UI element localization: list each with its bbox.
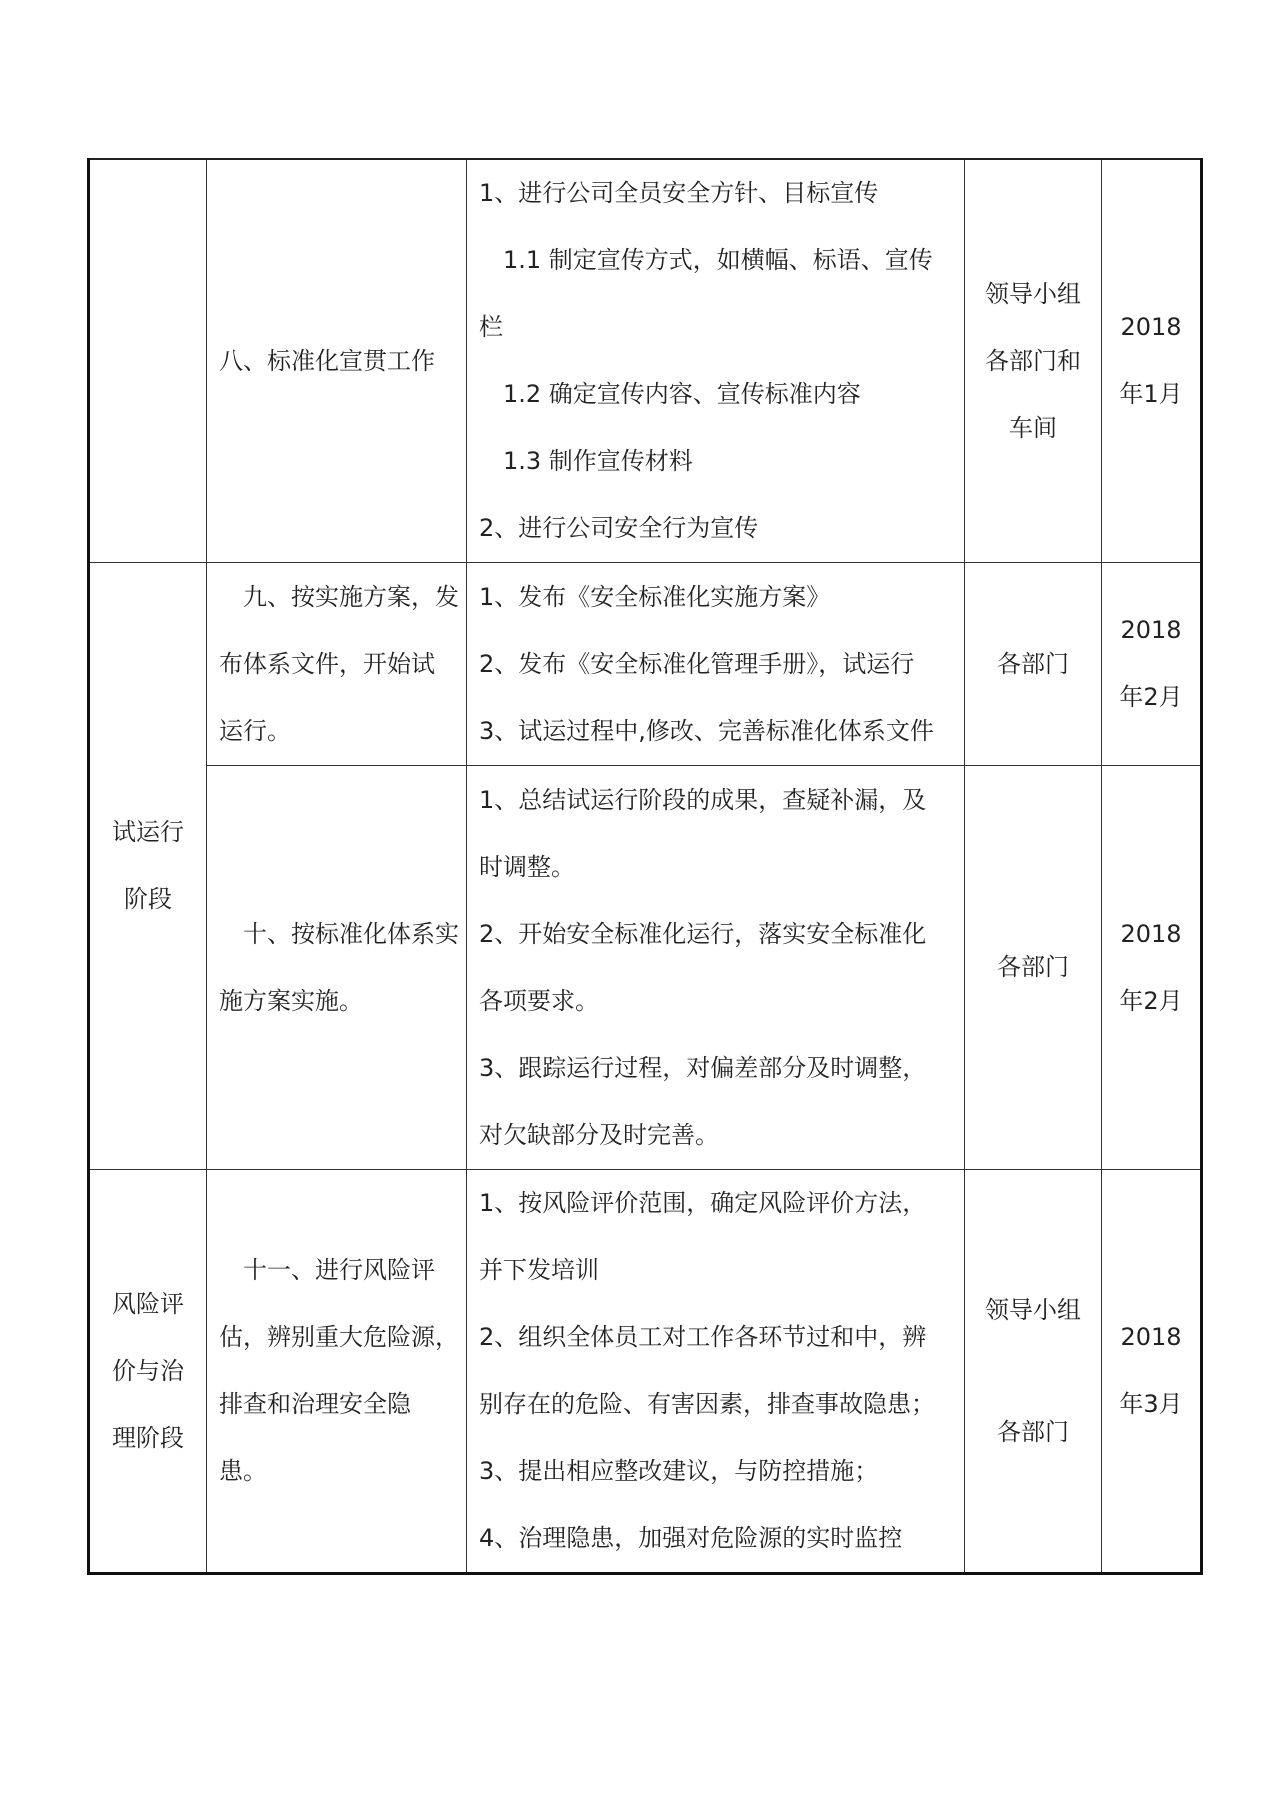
content-line: 2、组织全体员工对工作各环节过和中，辨	[479, 1323, 927, 1351]
content-line: 时调整。	[479, 852, 575, 881]
time-year: 2018	[1120, 1323, 1182, 1351]
content-line: 2、开始安全标准化运行，落实安全标准化	[479, 919, 927, 948]
content-cell	[467, 1170, 965, 1574]
content-line: 别存在的危险、有害因素，排查事故隐患；	[479, 1390, 935, 1418]
time-cell	[1102, 159, 1202, 563]
content-line: 1.2 确定宣传内容、宣传标准内容	[503, 380, 861, 408]
task-line: 运行。	[219, 716, 291, 745]
dept-line: 各部门和	[985, 346, 1081, 375]
dept-line: 各部门	[997, 1417, 1069, 1446]
table-row	[89, 159, 1202, 563]
time-month: 年2月	[1119, 683, 1183, 711]
stage-cell-empty	[89, 159, 207, 563]
time-cell	[1102, 766, 1202, 1170]
content-cell	[467, 563, 965, 766]
time-cell	[1102, 1170, 1202, 1574]
dept-line: 车间	[1009, 413, 1057, 442]
stage-line: 风险评	[112, 1289, 184, 1318]
task-line: 九、按实施方案，发	[243, 582, 459, 611]
task-cell	[207, 159, 467, 563]
table-row	[89, 766, 1202, 1170]
time-month: 年3月	[1119, 1390, 1183, 1418]
time-year: 2018	[1120, 313, 1182, 341]
stage-cell	[89, 1170, 207, 1574]
content-line: 1.1 制定宣传方式，如横幅、标语、宣传	[503, 246, 933, 274]
stage-line: 阶段	[124, 885, 172, 913]
dept-cell	[965, 563, 1102, 766]
stage-line: 试运行	[112, 818, 184, 846]
content-line: 各项要求。	[479, 986, 599, 1015]
content-line: 3、跟踪运行过程，对偏差部分及时调整，	[479, 1053, 927, 1082]
content-line: 3、提出相应整改建议，与防控措施；	[479, 1457, 879, 1485]
dept-line: 各部门	[997, 953, 1069, 981]
content-line: 1、进行公司全员安全方针、目标宣传	[479, 179, 879, 207]
task-cell	[207, 563, 467, 766]
time-year: 2018	[1120, 919, 1182, 948]
table-row	[89, 563, 1202, 766]
task-cell	[207, 766, 467, 1170]
content-line: 1、按风险评价范围，确定风险评价方法，	[479, 1189, 927, 1217]
task-line: 排查和治理安全隐	[219, 1390, 411, 1418]
dept-cell	[965, 159, 1102, 563]
time-year: 2018	[1120, 616, 1182, 644]
task-line: 十一、进行风险评	[243, 1256, 435, 1284]
content-line: 4、治理隐患，加强对危险源的实时监控	[479, 1524, 903, 1552]
content-line: 并下发培训	[479, 1256, 599, 1284]
content-line: 栏	[479, 313, 503, 341]
time-month: 年2月	[1119, 986, 1183, 1015]
time-month: 年1月	[1119, 380, 1183, 408]
stage-line: 理阶段	[112, 1423, 184, 1452]
task-cell	[207, 1170, 467, 1574]
task-line: 施方案实施。	[219, 986, 363, 1015]
plan-table	[87, 158, 1203, 1575]
content-cell	[467, 766, 965, 1170]
content-line: 1.3 制作宣传材料	[503, 447, 693, 475]
content-line: 3、试运过程中,修改、完善标准化体系文件	[479, 716, 934, 745]
table-row	[89, 1170, 1202, 1574]
task-line: 布体系文件，开始试	[219, 649, 435, 678]
stage-line: 价与治	[112, 1356, 184, 1385]
content-line: 2、发布《安全标准化管理手册》，试运行	[479, 649, 915, 678]
task-line: 患。	[219, 1457, 267, 1485]
dept-cell	[965, 766, 1102, 1170]
dept-line: 各部门	[997, 649, 1069, 678]
content-line: 1、发布《安全标准化实施方案》	[479, 582, 831, 611]
dept-line: 领导小组	[985, 279, 1081, 308]
content-cell	[467, 159, 965, 563]
stage-cell	[89, 563, 207, 1170]
content-line: 对欠缺部分及时完善。	[479, 1120, 719, 1149]
dept-cell	[965, 1170, 1102, 1574]
dept-line: 领导小组	[985, 1295, 1081, 1324]
task-text: 八、标准化宣贯工作	[219, 346, 435, 375]
task-line: 估，辨别重大危险源，	[219, 1323, 459, 1351]
task-line: 十、按标准化体系实	[243, 919, 459, 948]
content-line: 2、进行公司安全行为宣传	[479, 514, 759, 542]
time-cell	[1102, 563, 1202, 766]
content-line: 1、总结试运行阶段的成果，查疑补漏，及	[479, 785, 927, 814]
